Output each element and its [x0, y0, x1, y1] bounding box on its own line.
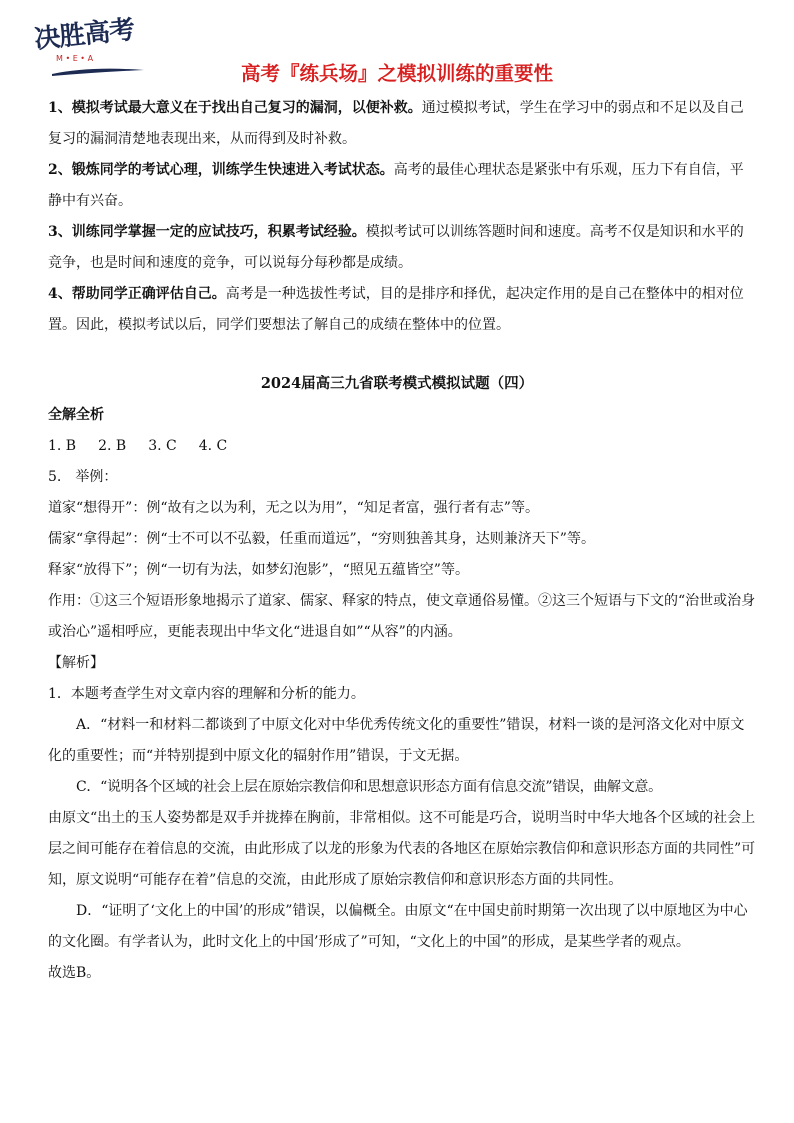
- answer-list: [48, 431, 756, 462]
- point-2-head: 2、锻炼同学的考试心理，训练学生快速进入考试状态。: [48, 162, 394, 178]
- point-3-body: 模拟考试可以训练答题时间和速度。高考不仅是知识和水平的竞争，也是时间和速度的竞争，可以说每分每秒都是成绩。: [48, 224, 744, 271]
- section-heading: 全解全析: [48, 407, 104, 423]
- point-3: [48, 217, 756, 279]
- analysis-label: 【解析】: [48, 655, 104, 671]
- option-c-analysis-line1: C．“说明各个区域的社会上层在原始宗教信仰和思想意识形态方面有信息交流”错误，曲解文意。: [76, 779, 662, 795]
- q5-label: 5. 举例：: [48, 469, 118, 485]
- option-c-analysis-rest: 由原文“出土的玉人姿势都是双手并拢捧在胸前，非常相似。这不可能是巧合，说明当时中华大地各个区域的社会上层之间可能存在着信息的交流，由此形成了以龙的形象为代表的各地区在原始宗教信仰和意识形态方面的共同性”可知，原文说明“可能存在着”信息的交流，由此形成了原始宗教信仰和意识形态方面的共同性。: [48, 810, 756, 888]
- importance-points: [48, 93, 756, 341]
- effect-text: 作用：①这三个短语形象地揭示了道家、儒家、释家的特点，使文章通俗易懂。②这三个短语与下文的“治世或治身或治心”遥相呼应，更能表现出中华文化“进退自如”“从容”的内涵。: [48, 593, 756, 640]
- example-daoist: 道家“想得开”：例“故有之以为利，无之以为用”，“知足者富，强行者有志”等。: [48, 500, 539, 516]
- point-1: [48, 93, 756, 155]
- option-d-analysis: D．“证明了‘文化上的中国’的形成”错误，以偏概全。由原文“在中国史前时期第一次出现了以中原地区为中心的文化圈。有学者认为，此时文化上的中国’形成了”可知，“文化上的中国”的形成，是某些学者的观点。: [48, 903, 748, 950]
- answer-item: 4. C: [198, 438, 228, 454]
- point-1-head: 1、模拟考试最大意义在于找出自己复习的漏洞，以便补救。: [48, 100, 422, 116]
- logo-text: 决胜高考: [32, 14, 136, 56]
- example-buddhist: 释家“放得下”；例“一切有为法，如梦幻泡影”，“照见五蕴皆空”等。: [48, 562, 469, 578]
- point-1-body: 通过模拟考试，学生在学习中的弱点和不足以及自己复习的漏洞清楚地表现出来，从而得到及时补救。: [48, 100, 744, 147]
- exam-title: 2024届高三九省联考模式模拟试题（四）: [260, 375, 534, 392]
- answer-item: 1. B: [48, 438, 77, 454]
- answer-item: 3. C: [148, 438, 177, 454]
- point-2-body: 高考的最佳心理状态是紧张中有乐观，压力下有自信，平静中有兴奋。: [48, 162, 744, 209]
- point-2: [48, 155, 756, 217]
- point-4: [48, 279, 756, 341]
- point-4-body: 高考是一种选拔性考试，目的是排序和择优，起决定作用的是自己在整体中的相对位置。因此，模拟考试以后，同学们要想法了解自己的成绩在整体中的位置。: [48, 286, 744, 333]
- point-4-head: 4、帮助同学正确评估自己。: [48, 286, 226, 302]
- option-a-analysis: A．“材料一和材料二都谈到了中原文化对中华优秀传统文化的重要性”错误，材料一谈的是河洛文化对中原文化的重要性；而“并特别提到中原文化的辐射作用”错误，于文无据。: [48, 717, 745, 764]
- answer-section: [48, 400, 756, 989]
- conclusion: 故选B。: [48, 965, 101, 981]
- q1-intro: 1．本题考查学生对文章内容的理解和分析的能力。: [48, 686, 365, 702]
- example-confucian: 儒家“拿得起”：例“士不可以不弘毅，任重而道远”，“穷则独善其身，达则兼济天下”等。: [48, 531, 595, 547]
- answer-item: 2. B: [98, 438, 127, 454]
- page-title: 高考『练兵场』之模拟训练的重要性: [240, 62, 553, 85]
- point-3-head: 3、训练同学掌握一定的应试技巧，积累考试经验。: [48, 224, 366, 240]
- logo-subtext: M • E • A: [56, 54, 94, 63]
